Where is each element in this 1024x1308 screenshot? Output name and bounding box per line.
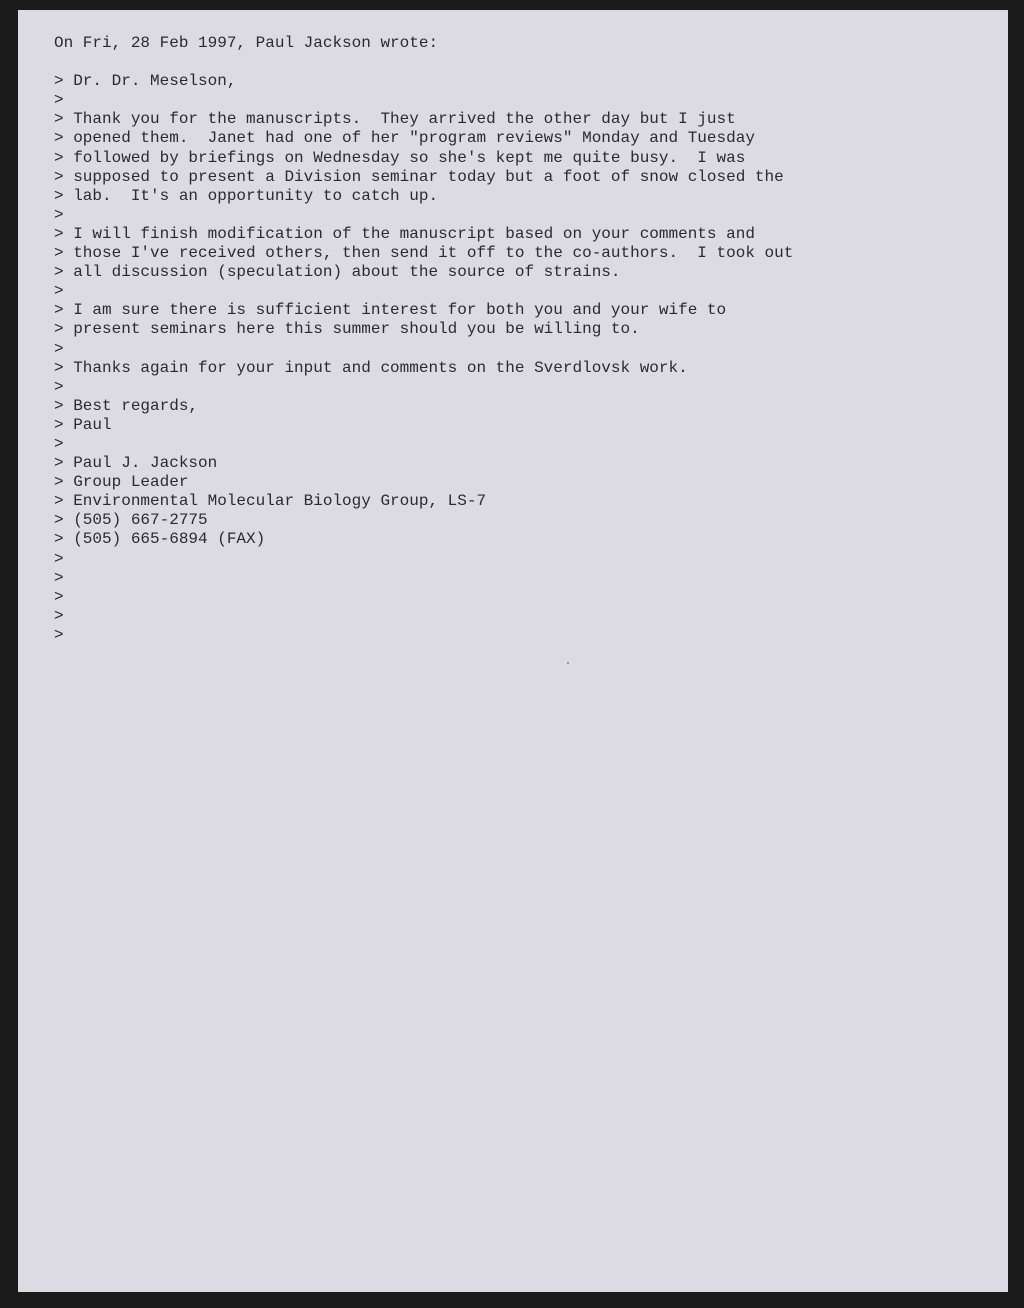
- quoted-line: >: [54, 205, 64, 224]
- scan-speck: [567, 662, 569, 664]
- quoted-line: > Best regards,: [54, 396, 199, 415]
- quoted-line: > supposed to present a Division seminar today but a foot of snow closed the: [54, 167, 784, 186]
- quoted-line: > (505) 667-2775: [54, 511, 208, 530]
- quoted-line: >: [54, 434, 64, 453]
- quoted-line: >: [54, 282, 64, 301]
- quoted-line: > Paul: [54, 415, 112, 434]
- quoted-line: > Thanks again for your input and comments on the Sverdlovsk work.: [54, 358, 688, 377]
- quoted-line: >: [54, 549, 64, 568]
- quoted-line: >: [54, 606, 64, 625]
- quoted-line: >: [54, 625, 64, 644]
- quoted-line: > Group Leader: [54, 473, 189, 492]
- quoted-line: > Environmental Molecular Biology Group, LS-7: [54, 492, 487, 511]
- quoted-line: > opened them. Janet had one of her "program reviews" Monday and Tuesday: [54, 129, 755, 148]
- quoted-line: >: [54, 568, 64, 587]
- quoted-line: > Paul J. Jackson: [54, 454, 218, 473]
- quoted-line: > all discussion (speculation) about the source of strains.: [54, 263, 621, 282]
- quoted-line: >: [54, 91, 64, 110]
- quoted-line: > those I've received others, then send it off to the co-authors. I took out: [54, 244, 794, 263]
- quoted-line: >: [54, 587, 64, 606]
- quoted-line: >: [54, 339, 64, 358]
- email-body: [54, 34, 994, 645]
- paper-sheet: [18, 10, 1008, 1292]
- quoted-line: > followed by briefings on Wednesday so she's kept me quite busy. I was: [54, 148, 746, 167]
- quoted-line: > (505) 665-6894 (FAX): [54, 530, 266, 549]
- quoted-line: > Dr. Dr. Meselson,: [54, 72, 237, 91]
- quoted-line: > I will finish modification of the manuscript based on your comments and: [54, 224, 755, 243]
- quoted-line: > present seminars here this summer should you be willing to.: [54, 320, 640, 339]
- quoted-line: >: [54, 377, 64, 396]
- quoted-line: > lab. It's an opportunity to catch up.: [54, 186, 439, 205]
- quoted-line: > Thank you for the manuscripts. They arrived the other day but I just: [54, 110, 736, 129]
- quoted-line: > I am sure there is sufficient interest for both you and your wife to: [54, 301, 727, 320]
- email-header: On Fri, 28 Feb 1997, Paul Jackson wrote:: [54, 34, 439, 52]
